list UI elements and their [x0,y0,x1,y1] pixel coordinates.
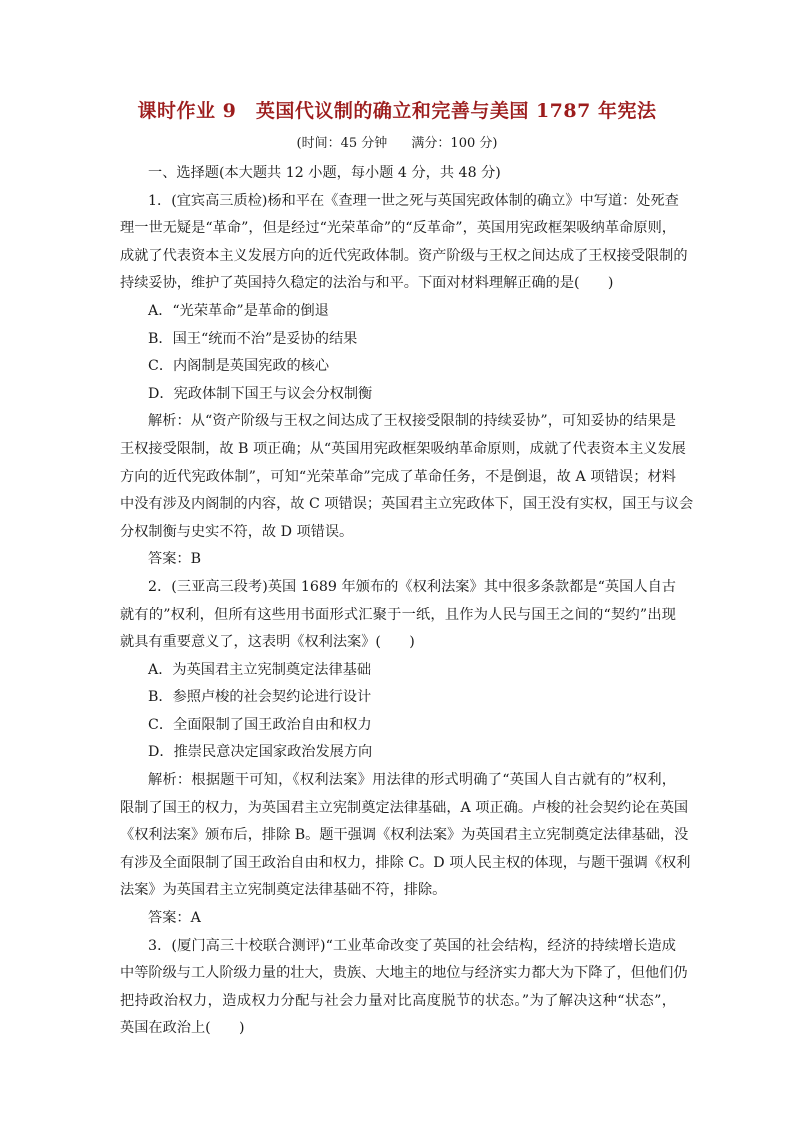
time-score-line [0,132,794,151]
section-heading: 一、选择题(本大题共 12 小题，每小题 4 分，共 48 分) [148,165,501,181]
answer-1: 答案：B [148,551,201,568]
option-d: D．推崇民意决定国家政治发展方向 [148,744,373,761]
page-title: 课时作业 9 英国代议制的确立和完善与美国 1787 年宪法 [137,100,657,122]
analysis-line: 方向的近代宪政体制”，可知“光荣革命”完成了革命任务，不是倒退，故 A 项错误；材料 [120,468,676,485]
option-b: B．国王“统而不治”是妥协的结果 [148,330,358,347]
option-d: D．宪政体制下国王与议会分权制衡 [148,385,373,402]
question-text-line: 理一世无疑是“革命”，但是经过“光荣革命”的“反革命”，英国用宪政框架吸纳革命原则， [120,220,676,237]
answer-2: 答案：A [148,910,201,927]
analysis-line: 分权制衡与史实不符，故 D 项错误。 [120,523,354,540]
option-a: A．为英国君主立宪制奠定法律基础 [148,661,372,678]
question-text-line: 持续妥协，维护了英国持久稳定的法治与和平。下面对材料理解正确的是( ) [120,275,614,292]
question-3 [120,933,688,1043]
question-text-line: 3．(厦门高三十校联合测评)“工业革命改变了英国的社会结构，经济的持续增长造成 [148,937,676,954]
question-2 [120,574,691,933]
analysis-line: 《权利法案》颁布后，排除 B。题干强调《权利法案》为英国君主立宪制奠定法律基础，没 [120,827,689,844]
question-text-line: 1．(宜宾高三质检)杨和平在《查理一世之死与英国宪政体制的确立》中写道：处死查 [148,192,679,209]
question-text-line: 把持政治权力，造成权力分配与社会力量对比高度脱节的状态。”为了解决这种“状态”， [120,992,676,1009]
analysis-line: 中没有涉及内阁制的内容，故 C 项错误；英国君主立宪政体下，国王没有实权，国王与议会 [120,496,694,513]
analysis-line: 解析：根据题干可知，《权利法案》用法律的形式明确了“英国人自古就有的”权利， [148,772,676,789]
time-limit: (时间：45 分钟 [296,136,388,151]
option-b: B．参照卢梭的社会契约论进行设计 [148,689,372,706]
question-text-line: 2．(三亚高三段考)英国 1689 年颁布的《权利法案》其中很多条款都是“英国人自古 [148,578,676,595]
question-text-line: 就具有重要意义了，这表明《权利法案》( ) [120,634,415,651]
analysis-line: 限制了国王的权力，为英国君主立宪制奠定法律基础，A 项正确。卢梭的社会契约论在英国 [120,799,689,816]
analysis-line: 法案》为英国君主立宪制奠定法律基础不符，排除。 [120,882,447,899]
option-a: A．“光荣革命”是革命的倒退 [148,302,329,319]
analysis-line: 王权接受限制，故 B 项正确；从“英国用宪政框架吸纳革命原则，成就了代表资本主义发展 [120,440,686,457]
question-text-line: 成就了代表资本主义发展方向的近代宪政体制。资产阶级与王权之间达成了王权接受限制的 [120,247,688,264]
question-text-line: 中等阶级与工人阶级力量的壮大，贵族、大地主的地位与经济实力都大为下降了，但他们仍 [120,965,688,982]
option-c: C．全面限制了国王政治自由和权力 [148,716,372,733]
option-c: C．内阁制是英国宪政的核心 [148,358,330,375]
full-score: 满分：100 分) [411,136,498,151]
question-text-line: 就有的”权利，但所有这些用书面形式汇聚于一纸，且作为人民与国王之间的“契约”出现 [120,606,676,623]
question-text-line: 英国在政治上( ) [120,1020,245,1037]
analysis-line: 有涉及全面限制了国王政治自由和权力，排除 C。D 项人民主权的体现，与题干强调《权利 [120,854,691,871]
question-1 [120,188,694,574]
document-body [120,160,694,1043]
analysis-line: 解析：从“资产阶级与王权之间达成了王权接受限制的持续妥协”，可知妥协的结果是 [148,413,676,430]
